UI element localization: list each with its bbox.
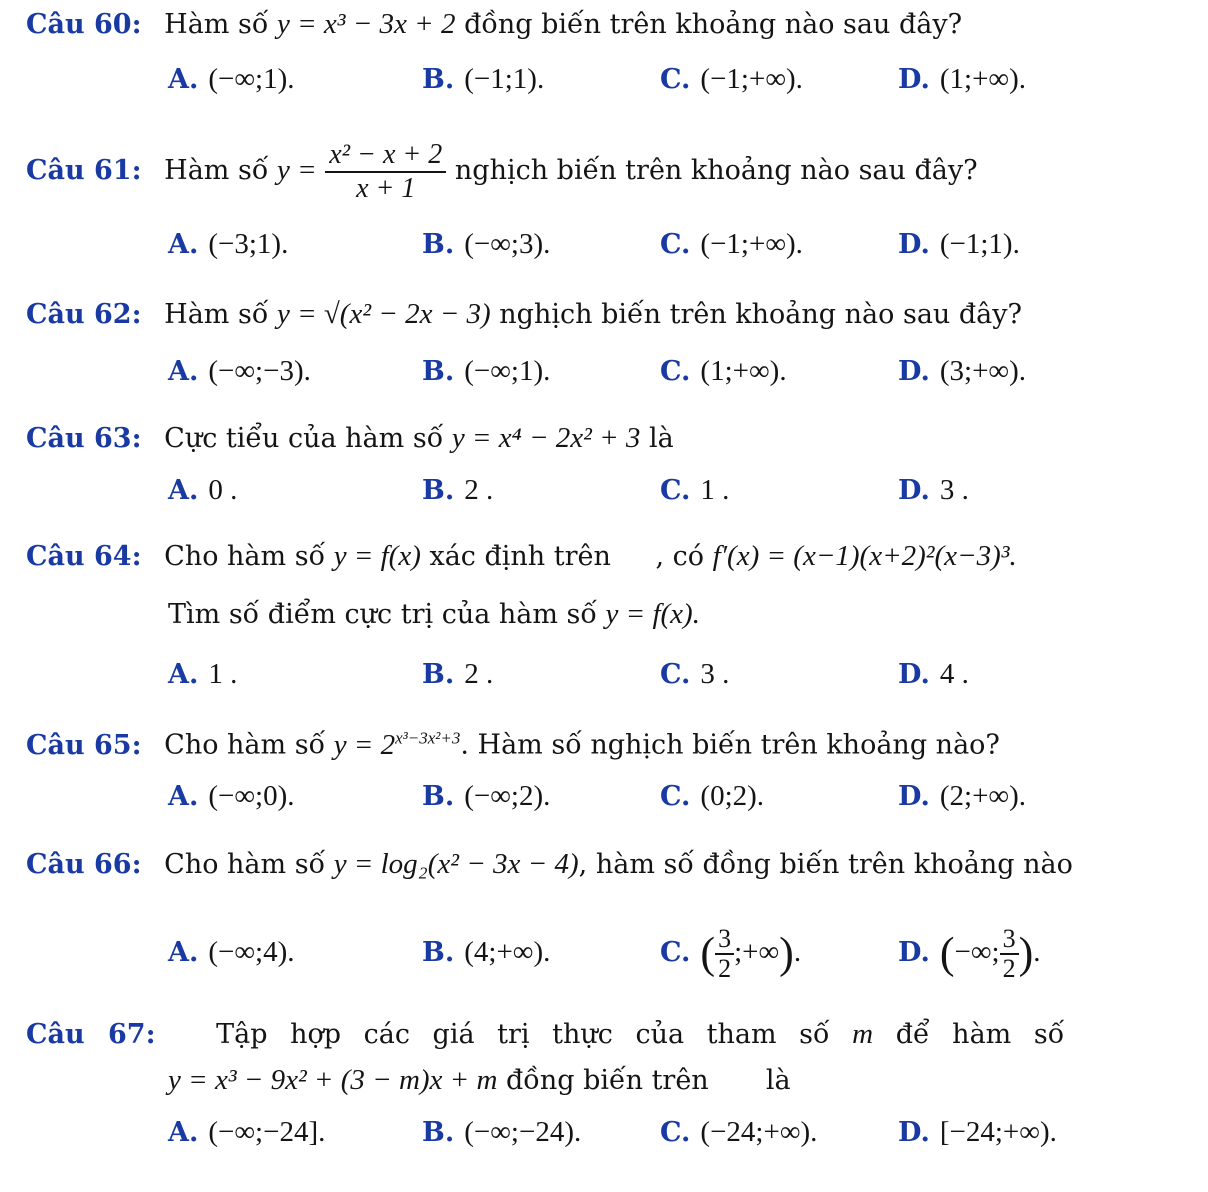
option-d[interactable]: D. 3 . — [898, 474, 969, 506]
option-b[interactable]: B. 2 . — [422, 474, 494, 506]
question-text: là — [649, 423, 674, 454]
question-61 — [26, 130, 1186, 210]
question-text: . Hàm số nghịch biến trên khoảng nào? — [460, 729, 1000, 761]
question-67 — [26, 1016, 1186, 1053]
option-a[interactable]: A. 0 . — [168, 474, 238, 506]
question-text: Hàm số — [164, 299, 269, 330]
derivative-formula: f′(x) = (x−1)(x+2)²(x−3)³. — [712, 540, 1017, 572]
question-text: nghịch biến trên khoảng nào sau đây? — [454, 155, 978, 186]
question-label: Câu 66: — [26, 849, 142, 880]
question-label: Câu 67: — [26, 1019, 156, 1050]
options-62 — [168, 355, 1168, 395]
question-text: , hàm số đồng biến trên khoảng nào — [578, 849, 1073, 880]
question-64-line2 — [168, 596, 1168, 633]
option-c[interactable]: C. 1 . — [660, 474, 730, 506]
formula: y = √(x² − 2x − 3) — [276, 298, 491, 330]
options-63 — [168, 474, 1168, 514]
parameter: m — [852, 1018, 874, 1050]
question-label: Câu 60: — [26, 9, 142, 40]
question-text: Tìm số điểm cực trị của hàm số — [168, 599, 597, 630]
question-text: Cực tiểu của hàm số — [164, 423, 444, 454]
formula: y = x⁴ − 2x² + 3 — [451, 422, 641, 454]
option-d[interactable]: D. (−1;1). — [898, 228, 1020, 260]
option-b[interactable]: B. 2 . — [422, 658, 494, 690]
question-label: Câu 61: — [26, 155, 142, 186]
question-text: , có — [655, 541, 705, 572]
option-c[interactable]: C. (−1;+∞). — [660, 63, 803, 95]
question-67-line2 — [168, 1062, 1168, 1099]
options-61 — [168, 228, 1168, 268]
option-a[interactable]: A. (−∞;0). — [168, 780, 295, 812]
option-d[interactable]: D. 4 . — [898, 658, 969, 690]
question-label: Câu 62: — [26, 299, 142, 330]
question-text: đồng biến trên khoảng nào sau đây? — [464, 9, 963, 40]
question-text: Hàm số — [164, 155, 269, 186]
question-text: Hàm số — [164, 9, 269, 40]
question-66 — [26, 846, 1186, 883]
option-a[interactable]: A. 1 . — [168, 658, 238, 690]
question-text: Cho hàm số — [164, 541, 326, 572]
option-d[interactable]: D. [−24;+∞). — [898, 1116, 1057, 1148]
formula: y = log₂(x² − 3x − 4) — [333, 848, 579, 880]
options-67 — [168, 1116, 1168, 1156]
option-c[interactable]: C. (−1;+∞). — [660, 228, 803, 260]
option-d[interactable]: D. (−∞; $\frac{3}{2}$ ). — [898, 923, 1041, 983]
numerator: x² − x + 2 — [325, 139, 446, 173]
question-63 — [26, 420, 1186, 457]
option-c[interactable]: C. (1;+∞). — [660, 355, 787, 387]
option-a[interactable]: A. (−∞;−24]. — [168, 1116, 326, 1148]
option-d[interactable]: D. (3;+∞). — [898, 355, 1027, 387]
option-a[interactable]: A. (−3;1). — [168, 228, 289, 260]
formula: y = x³ − 3x + 2 — [276, 8, 456, 40]
formula-lhs: y = — [276, 154, 317, 186]
option-d[interactable]: D. (1;+∞). — [898, 63, 1027, 95]
question-64 — [26, 538, 1186, 575]
formula: y = f(x) — [333, 540, 421, 572]
option-b[interactable]: B. (−∞;1). — [422, 355, 551, 387]
question-text: Cho hàm số — [164, 849, 326, 880]
formula: y = x³ − 9x² + (3 − m)x + m — [168, 1064, 498, 1096]
option-a[interactable]: A. (−∞;−3). — [168, 355, 311, 387]
options-66 — [168, 912, 1168, 992]
option-b[interactable]: B. (−∞;−24). — [422, 1116, 582, 1148]
question-label: Câu 65: — [26, 729, 142, 761]
question-text: Tập hợp các giá trị thực của tham số — [216, 1019, 830, 1050]
option-b[interactable]: B. (4;+∞). — [422, 936, 551, 968]
option-b[interactable]: B. (−∞;2). — [422, 780, 551, 812]
question-text: đồng biến trên — [506, 1065, 709, 1096]
question-text: Cho hàm số — [164, 729, 326, 761]
question-62 — [26, 296, 1186, 333]
option-b[interactable]: B. (−∞;3). — [422, 228, 551, 260]
exponent: x³−3x²+3 — [395, 728, 461, 747]
options-60 — [168, 63, 1168, 103]
option-a[interactable]: A. (−∞;4). — [168, 936, 295, 968]
options-65 — [168, 780, 1168, 820]
option-d[interactable]: D. (2;+∞). — [898, 780, 1027, 812]
question-label: Câu 63: — [26, 423, 142, 454]
option-b[interactable]: B. (−1;1). — [422, 63, 545, 95]
option-c[interactable]: C. (−24;+∞). — [660, 1116, 818, 1148]
fraction: $\frac{3}{2}$ — [1000, 925, 1019, 983]
question-text: để hàm số — [895, 1019, 1065, 1050]
question-65 — [26, 720, 1186, 764]
fraction: $\frac{3}{2}$ — [715, 925, 734, 983]
option-a[interactable]: A. (−∞;1). — [168, 63, 295, 95]
formula: $y = 2^{x^3-3x^2+3}$ — [333, 728, 461, 761]
question-60 — [26, 6, 1186, 43]
question-text: nghịch biến trên khoảng nào sau đây? — [499, 299, 1023, 330]
option-c[interactable]: C. 3 . — [660, 658, 730, 690]
question-text: xác định trên — [429, 541, 611, 572]
formula: y = f(x). — [605, 598, 700, 630]
options-64 — [168, 658, 1168, 698]
question-text: là — [765, 1065, 791, 1096]
option-c[interactable]: C. (0;2). — [660, 780, 765, 812]
question-label: Câu 64: — [26, 541, 142, 572]
option-c[interactable]: C. ( $\frac{3}{2}$ ;+∞). — [660, 923, 802, 983]
fraction — [325, 139, 446, 205]
denominator: x + 1 — [356, 172, 416, 204]
